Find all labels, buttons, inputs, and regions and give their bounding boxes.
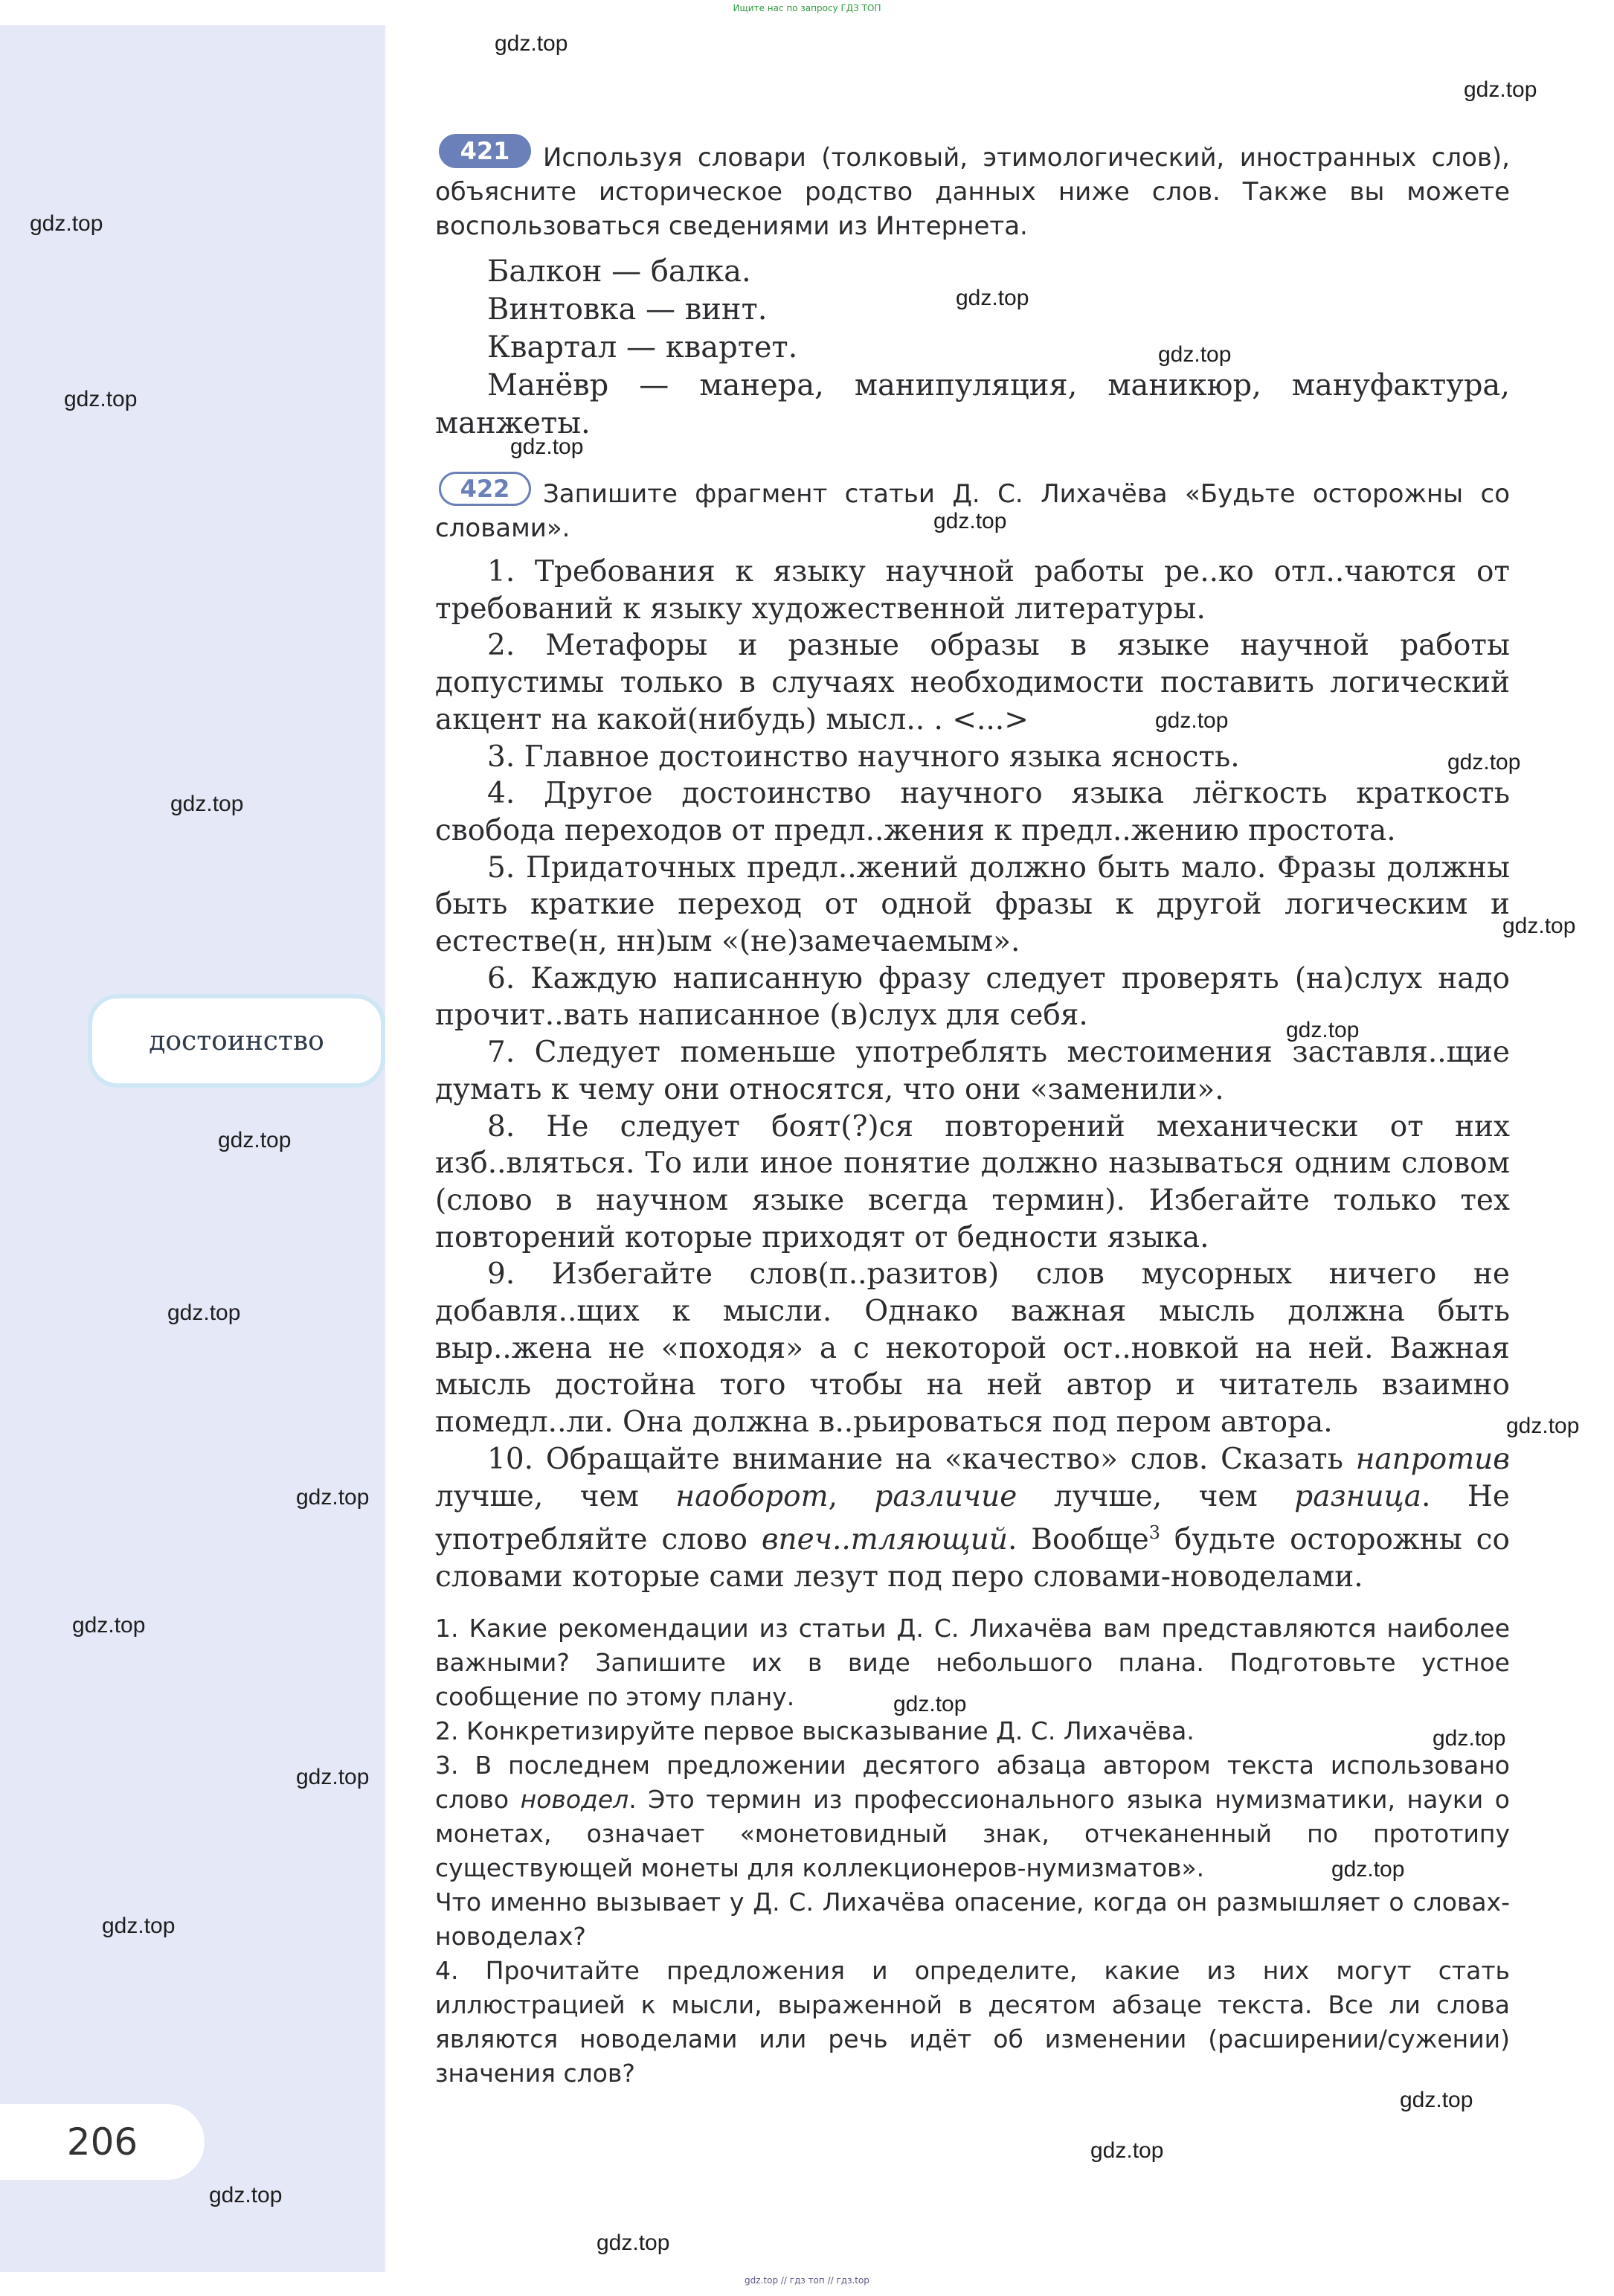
watermark: gdz.top xyxy=(1090,2138,1164,2163)
page-number: 206 xyxy=(0,2104,205,2180)
exercise-number-badge-421: 421 xyxy=(439,134,531,168)
watermark: gdz.top xyxy=(597,2231,670,2255)
text-run: . Не употребляйте слово xyxy=(435,1479,1511,1557)
word-pair: Квартал — квартет. xyxy=(487,330,798,365)
italic-word: разница xyxy=(1294,1479,1422,1513)
exercise-number-badge-422: 422 xyxy=(439,472,531,506)
text-run: 10. Обращайте внимание на «качество» слов. Сказать xyxy=(487,1442,1356,1476)
footer-note: gdz.top // гдз топ // гдз.top xyxy=(745,2275,869,2286)
text-run: 3. В последнем предложении десятого абзаца автором текста использовано слово xyxy=(435,1751,1510,1814)
watermark: gdz.top xyxy=(102,1914,176,1938)
article-paragraph: 9. Избегайте слов(п..разитов) слов мусорных ничего не добавля..щих к мысли. Однако важная мысль должна быть выр..жена не «походя» а с некоторой ост..новкой на ней. Важная мысль достойна того чтобы на ней автор и читатель взаимно помедл..ли. Она должна в..рьироваться под пером автора. xyxy=(435,1257,1510,1440)
header-note: Ищите нас по запросу ГДЗ ТОП xyxy=(733,3,881,13)
watermark: gdz.top xyxy=(1506,1414,1580,1438)
text-run: . Это термин из профессионального языка нумизматики, науки о монетах, означает «монетовидный знак, отчеканенный по прототипу существующей монеты для коллекционеров-нумизматов». xyxy=(435,1785,1510,1882)
watermark: gdz.top xyxy=(30,211,103,236)
left-margin-panel xyxy=(0,25,385,2272)
vocabulary-word-box xyxy=(88,994,385,1088)
article-text xyxy=(435,554,1510,1596)
article-paragraph-10 xyxy=(435,1441,1510,1596)
footnote-marker: 3 xyxy=(1148,1522,1161,1544)
italic-word: напротив xyxy=(1355,1442,1510,1476)
italic-word: новодел xyxy=(520,1785,629,1814)
watermark: gdz.top xyxy=(64,387,138,411)
word-pair: Манёвр — манера, манипуляция, маникюр, мануфактура, манжеты. xyxy=(435,368,1510,440)
watermark: gdz.top xyxy=(1400,2088,1473,2112)
watermark: gdz.top xyxy=(1502,914,1576,938)
watermark: gdz.top xyxy=(170,792,244,816)
watermark: gdz.top xyxy=(956,286,1029,310)
article-paragraph: 2. Метафоры и разные образы в языке научной работы допустимы только в случаях необходимости поставить логический акцент на какой(нибудь) мысл.. . <...> xyxy=(435,629,1510,737)
exercise-422-questions xyxy=(435,1612,1510,2091)
text-run: . Вообще xyxy=(1008,1523,1149,1557)
exercise-421-word-list xyxy=(435,253,1510,443)
question-1: 1. Какие рекомендации из статьи Д. С. Лихачёва вам представляются наиболее важными? Запишите их в виде небольшого плана. Подготовьте устное сообщение по этому плану. xyxy=(435,1614,1510,1711)
watermark: gdz.top xyxy=(1331,1857,1405,1882)
watermark: gdz.top xyxy=(1464,77,1537,102)
watermark: gdz.top xyxy=(1286,1018,1360,1042)
watermark: gdz.top xyxy=(296,1485,370,1510)
watermark: gdz.top xyxy=(1447,750,1521,775)
article-paragraph: 4. Другое достоинство научного языка лёгкость краткость свобода переходов от предл..жения к предл..жению простота. xyxy=(435,777,1510,847)
article-paragraph: 1. Требования к языку научной работы ре..ко отл..чаются от требований к языку художественной литературы. xyxy=(435,555,1510,626)
watermark: gdz.top xyxy=(1433,1726,1506,1751)
text-run: будьте осторожны со словами которые сами лезут под перо словами-новоделами. xyxy=(435,1523,1510,1594)
article-paragraph: 7. Следует поменьше употреблять местоимения заставля..щие думать к чему они относятся, что они «заменили». xyxy=(435,1036,1510,1106)
exercise-422-task: Запишите фрагмент статьи Д. С. Лихачёва «Будьте осторожны со словами». xyxy=(435,479,1510,543)
watermark: gdz.top xyxy=(933,509,1007,533)
watermark: gdz.top xyxy=(209,2183,283,2207)
question-3-continuation: Что именно вызывает у Д. С. Лихачёва опасение, когда он размышляет о словах-новоделах? xyxy=(435,1888,1510,1951)
italic-word: впеч..тляющий xyxy=(761,1523,1009,1557)
watermark: gdz.top xyxy=(893,1692,967,1716)
article-paragraph: 5. Придаточных предл..жений должно быть мало. Фразы должны быть краткие переход от одной фразы к другой логическим и естестве(н, нн)ым «(не)замечаемым». xyxy=(435,850,1510,959)
word-pair: Винтовка — винт. xyxy=(487,292,768,327)
question-2: 2. Конкретизируйте первое высказывание Д. С. Лихачёва. xyxy=(435,1716,1195,1745)
text-run: лучше, чем xyxy=(1017,1479,1295,1513)
exercise-421-task: Используя словари (толковый, этимологический, иностранных слов), объясните историческое родство данных ниже слов. Также вы можете воспользоваться сведениями из Интернета. xyxy=(435,143,1510,241)
question-4: 4. Прочитайте предложения и определите, какие из них могут стать иллюстрацией к мысли, выраженной в десятом абзаце текста. Все ли слова являются новоделами или речь идёт об изменении (расширении/сужении) значения слов? xyxy=(435,1956,1510,2088)
watermark: gdz.top xyxy=(218,1128,292,1152)
italic-word: наоборот xyxy=(675,1479,829,1513)
watermark: gdz.top xyxy=(495,31,568,56)
article-paragraph: 8. Не следует боят(?)ся повторений механически от них изб..вляться. То или иное понятие должно называться одним словом (слово в научном языке всегда термин). Избегайте только тех повторений которые приходят от бедности языка. xyxy=(435,1109,1510,1254)
watermark: gdz.top xyxy=(167,1301,241,1325)
word-pair: Балкон — балка. xyxy=(487,254,751,289)
watermark: gdz.top xyxy=(1158,342,1232,367)
article-paragraph: 6. Каждую написанную фразу следует проверять (на)слух надо прочит..вать написанное (в)слух для себя. xyxy=(435,961,1510,1033)
article-paragraph: 3. Главное достоинство научного языка ясность. xyxy=(487,740,1240,774)
watermark: gdz.top xyxy=(72,1613,146,1638)
text-run: , xyxy=(828,1479,875,1513)
watermark: gdz.top xyxy=(510,434,584,459)
italic-word: различие xyxy=(874,1479,1017,1513)
vocabulary-word: достоинство xyxy=(149,1025,324,1056)
watermark: gdz.top xyxy=(1155,708,1229,733)
watermark: gdz.top xyxy=(296,1765,370,1789)
text-run: лучше, чем xyxy=(435,1479,676,1513)
